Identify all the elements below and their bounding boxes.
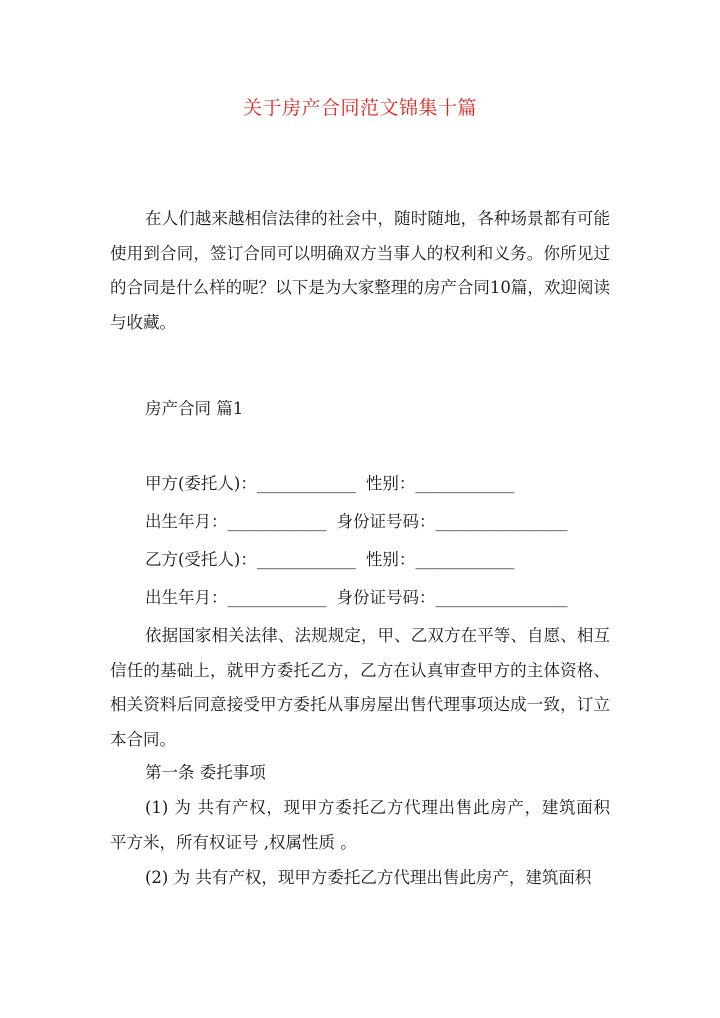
birth-a-field: 出生年月：____________ [145,512,327,531]
document-title: 关于房产合同范文锦集十篇 [242,97,477,119]
intro-paragraph: 在人们越来越相信法律的社会中，随时随地，各种场景都有可能使用到合同，签订合同可以明确双方当事人的权利和义务。你所见过的合同是什么样的呢？以下是为大家整理的房产合同10篇，欢迎阅读与收藏。 [110,209,610,332]
form-row-party-b [145,543,514,578]
basis-paragraph: 依据国家相关法律、法规规定，甲、乙双方在平等、自愿、相互信任的基础上，就甲方委托乙方，乙方在认真审查甲方的主体资格、相关资料后同意接受甲方委托从事房屋出售代理事项达成一致，订立本合同。 [110,626,610,749]
birth-b-field: 出生年月：____________ [145,588,327,607]
gender-b-field: 性别：____________ [365,550,515,569]
party-b-field: 乙方(受托人)：____________ [145,550,356,569]
id-a-field: 身份证号码：________________ [336,512,568,531]
form-row-birth-b [145,581,568,616]
section-heading: 房产合同 篇1 [145,399,244,418]
article-item-1: (1) 为 共有产权，现甲方委托乙方代理出售此房产，建筑面积 平方米，所有权证号 ,权属性质 。 [110,798,610,852]
article-item-2: (2) 为 共有产权，现甲方委托乙方代理出售此房产，建筑面积 [145,868,592,887]
party-a-field: 甲方(委托人)：____________ [145,474,356,493]
form-row-birth-a [145,505,568,540]
gender-a-field: 性别：____________ [365,474,515,493]
article-1-heading: 第一条 委托事项 [145,763,266,782]
form-row-party-a [145,467,514,502]
id-b-field: 身份证号码：________________ [336,588,568,607]
